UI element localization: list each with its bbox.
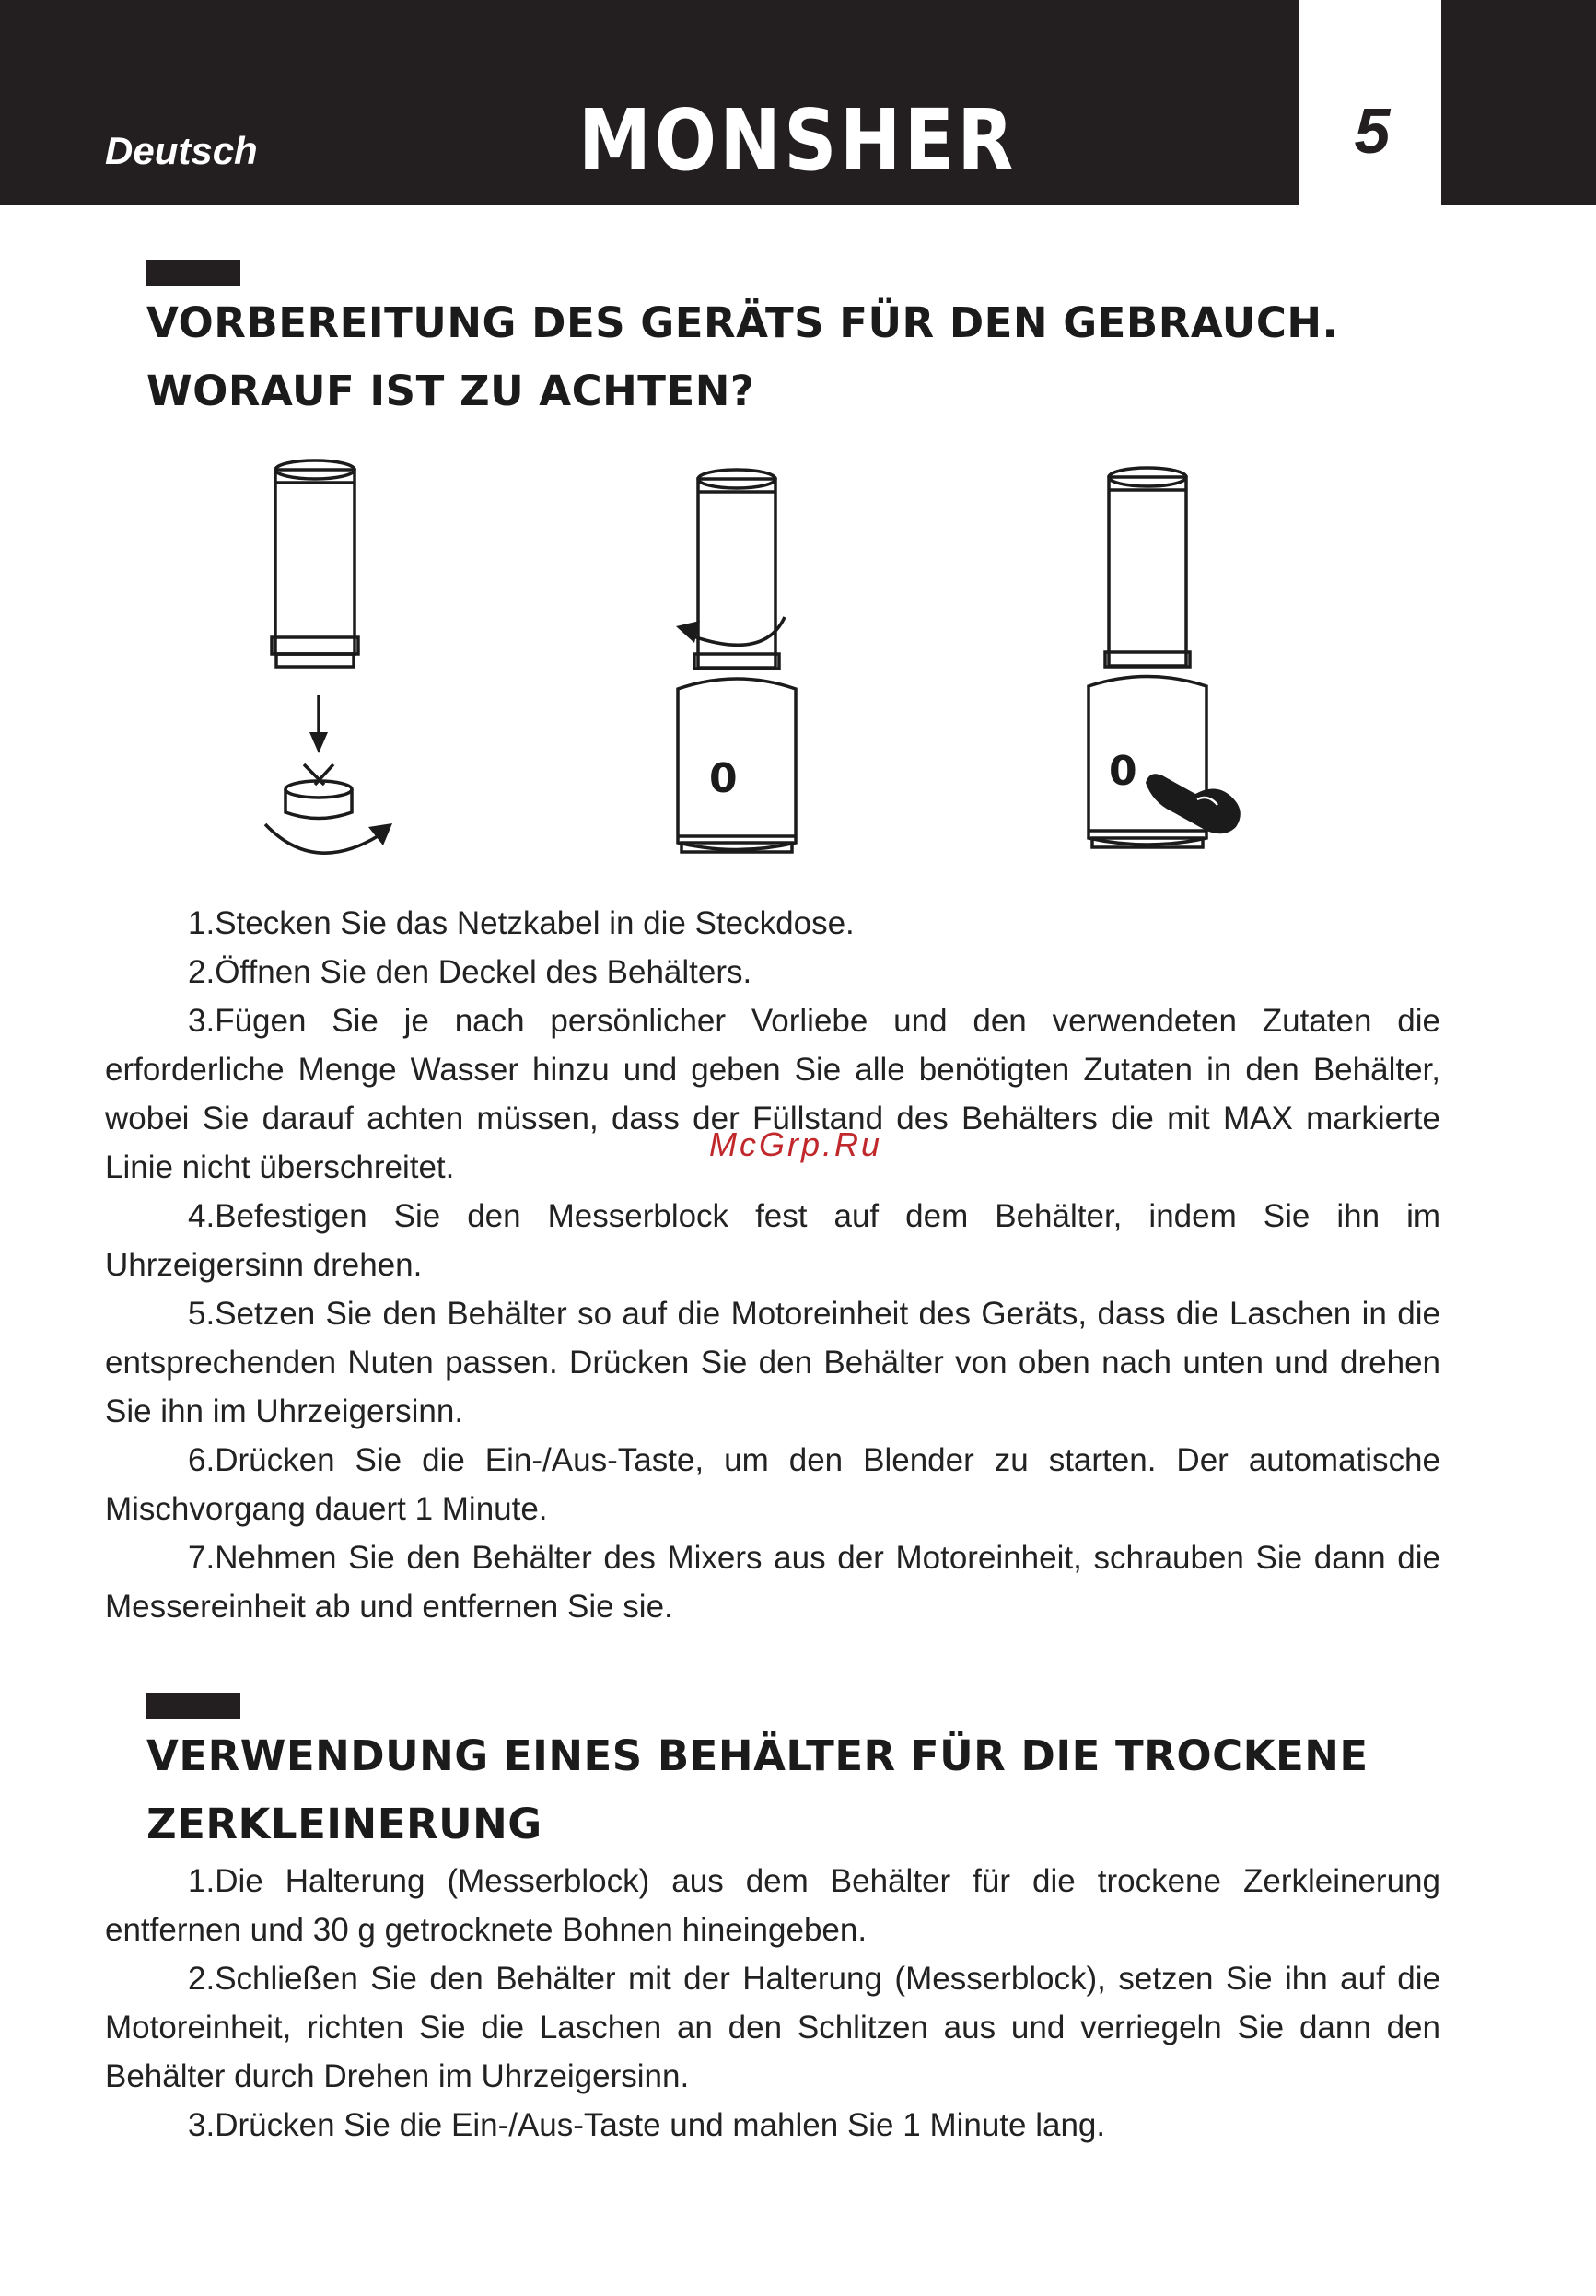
blade-block-icon: [285, 764, 352, 819]
brand-logo: [578, 91, 1020, 190]
section1-title-line2: WORAUF IST ZU ACHTEN?: [146, 367, 755, 415]
power-button-icon: 0: [709, 755, 738, 802]
list-item-text: Die Halterung (Messerblock) aus dem Behälter für die trockene Zerkleinerung entfernen und 30 g getrocknete Bohnen hineingeben.: [105, 1863, 1440, 1948]
list-item-text: Befestigen Sie den Messerblock fest auf dem Behälter, indem Sie ihn im Uhrzeigersinn drehen.: [105, 1198, 1440, 1283]
section2-marker: [146, 1693, 240, 1719]
list-item: 5.Setzen Sie den Behälter so auf die Motoreinheit des Geräts, dass die Laschen in die entsprechenden Nuten passen. Drücken Sie den Behälter von oben nach unten und drehen Sie ihn im Uhrzeigersinn.: [105, 1296, 1440, 1429]
list-item-text: Setzen Sie den Behälter so auf die Motoreinheit des Geräts, dass die Laschen in die entsprechenden Nuten passen. Drücken Sie den Behälter von oben nach unten und drehen Sie ihn im Uhrzeigersinn.: [105, 1296, 1440, 1429]
list-item-text: Nehmen Sie den Behälter des Mixers aus der Motoreinheit, schrauben Sie dann die Messereinheit ab und entfernen Sie sie.: [105, 1540, 1440, 1625]
list-item: 1.Die Halterung (Messerblock) aus dem Behälter für die trockene Zerkleinerung entfernen und 30 g getrocknete Bohnen hineingeben.: [105, 1863, 1440, 1948]
motor-base-icon: [1089, 677, 1206, 848]
list-item: 7.Nehmen Sie den Behälter des Mixers aus der Motoreinheit, schrauben Sie dann die Messereinheit ab und entfernen Sie sie.: [105, 1540, 1440, 1625]
section2-title: [146, 1722, 1369, 1859]
rotate-clockwise-icon: [265, 823, 392, 853]
jar-icon: [1105, 468, 1190, 667]
rotate-clockwise-icon: [676, 617, 785, 645]
section2-title-line1: VERWENDUNG EINES BEHÄLTER FÜR DIE TROCKENE: [146, 1731, 1369, 1780]
list-item: 1.Stecken Sie das Netzkabel in die Steckdose.: [188, 905, 855, 941]
list-item: 3.Drücken Sie die Ein-/Aus-Taste und mahlen Sie 1 Minute lang.: [188, 2107, 1106, 2143]
section1-title-line1: VORBEREITUNG DES GERÄTS FÜR DEN GEBRAUCH.: [146, 298, 1339, 347]
jar-icon: [272, 460, 358, 667]
list-item: 2.Öffnen Sie den Deckel des Behälters.: [188, 954, 752, 990]
section2-steps: [105, 1857, 1440, 2150]
list-item: 4.Befestigen Sie den Messerblock fest auf dem Behälter, indem Sie ihn im Uhrzeigersinn drehen.: [105, 1198, 1440, 1283]
illustration-attach-blade: [249, 451, 414, 875]
finger-press-icon: [1146, 774, 1241, 833]
header-bar-right: [1441, 0, 1596, 205]
section1-marker: [146, 260, 240, 286]
brand-logo-text: MONSHER: [578, 91, 1017, 190]
list-item-text: Öffnen Sie den Deckel des Behälters.: [215, 954, 752, 990]
language-label: Deutsch: [105, 129, 258, 172]
list-item: 6.Drücken Sie die Ein-/Aus-Taste, um den Blender zu starten. Der automatische Mischvorgang dauert 1 Minute.: [105, 1442, 1440, 1527]
arrow-down-icon: [309, 695, 328, 753]
list-item-text: Drücken Sie die Ein-/Aus-Taste, um den Blender zu starten. Der automatische Mischvorgang dauert 1 Minute.: [105, 1442, 1440, 1527]
section1-title: [146, 289, 1338, 425]
section1-steps: [105, 899, 1440, 1631]
section2-title-line2: ZERKLEINERUNG: [146, 1800, 542, 1848]
list-item: 3.Fügen Sie je nach persönlicher Vorliebe und den verwendeten Zutaten die erforderliche Menge Wasser hinzu und geben Sie alle benötigten Zutaten in den Behälter, wobei Sie darauf achten müssen, dass der Füllstand des Behälters die mit MAX markierte Linie nicht überschreitet.: [105, 1003, 1440, 1185]
list-item-text: Stecken Sie das Netzkabel in die Steckdose.: [215, 905, 855, 941]
list-item-text: Drücken Sie die Ein-/Aus-Taste und mahlen Sie 1 Minute lang.: [215, 2107, 1106, 2143]
power-button-icon: 0: [1109, 748, 1137, 795]
page-number: 5: [1354, 95, 1391, 167]
list-item: 2.Schließen Sie den Behälter mit der Halterung (Messerblock), setzen Sie ihn auf die Motoreinheit, richten Sie die Laschen an den Schlitzen aus und verriegeln Sie dann den Behälter durch Drehen im Uhrzeigersinn.: [105, 1961, 1440, 2094]
list-item-text: Schließen Sie den Behälter mit der Halterung (Messerblock), setzen Sie ihn auf die Motoreinheit, richten Sie die Laschen an den Schlitzen aus und verriegeln Sie dann den Behälter durch Drehen im Uhrzeigersinn.: [105, 1961, 1440, 2094]
illustration-press-button: [1078, 451, 1262, 875]
illustration-mount-jar: [654, 451, 820, 875]
list-item-text: Fügen Sie je nach persönlicher Vorliebe und den verwendeten Zutaten die erforderliche Menge Wasser hinzu und geben Sie alle benötigten Zutaten in den Behälter, wobei Sie darauf achten müssen, dass der Füllstand des Behälters die mit MAX markierte Linie nicht überschreitet.: [105, 1003, 1440, 1185]
watermark: McGrp.Ru: [709, 1125, 883, 1163]
